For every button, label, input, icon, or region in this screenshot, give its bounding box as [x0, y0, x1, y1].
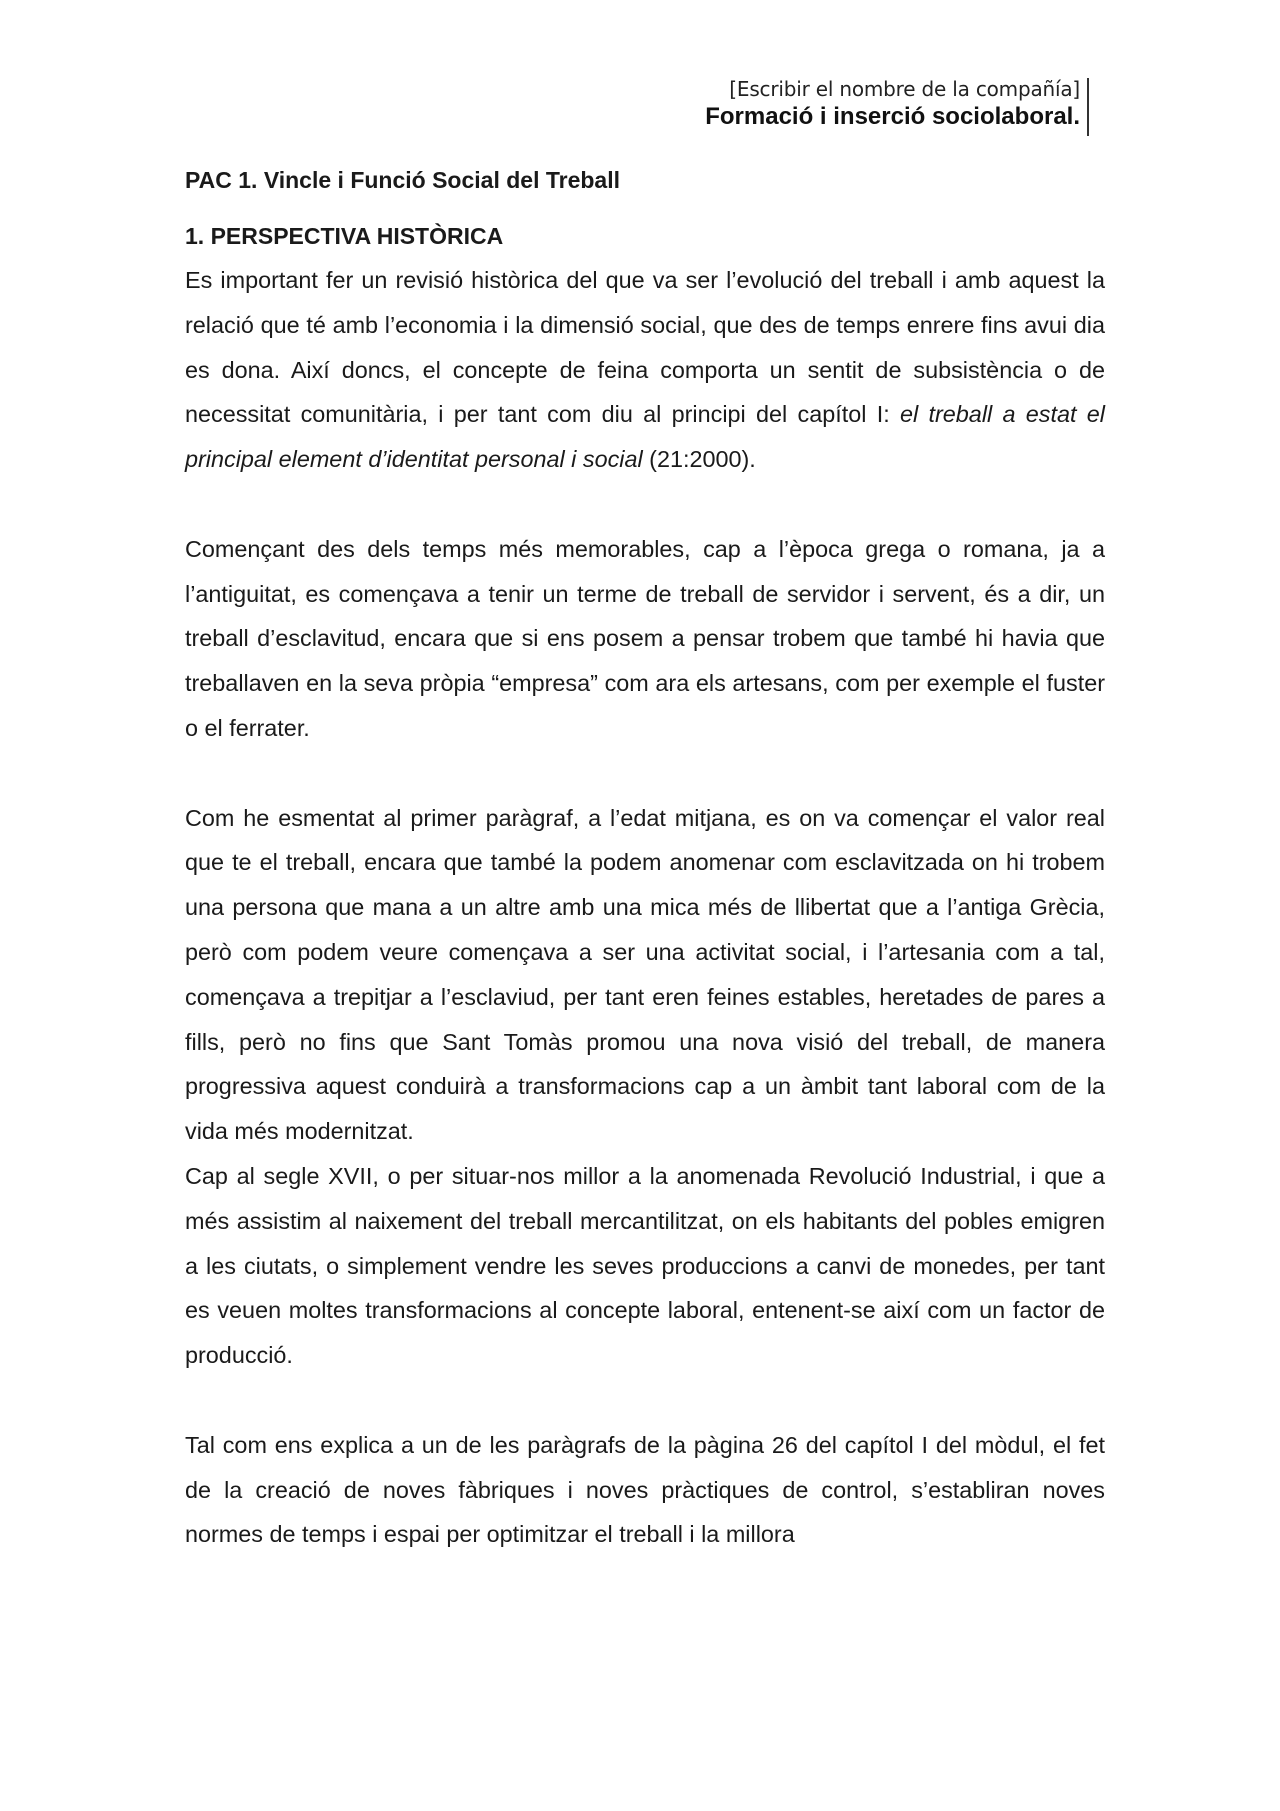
- paragraph-1: [185, 258, 1105, 482]
- document-body: [185, 162, 1105, 1557]
- document-title: PAC 1. Vincle i Funció Social del Treball: [185, 167, 621, 193]
- paragraph-1-start: Es important fer un revisió històrica del que va ser l’evolució del treball i amb aquest la relació que té amb l’economia i la dimensió social, que des de temps enrere fins avui dia es dona. Així doncs, el concepte de feina comporta un sentit de subsistència o de necessitat comunitària, i per tant com diu al principi del capítol I:: [185, 267, 1105, 428]
- company-name-placeholder: [Escribir el nombre de la compañía]: [729, 77, 1080, 101]
- header-divider: [1087, 78, 1089, 136]
- section-heading: 1. PERSPECTIVA HISTÒRICA: [185, 223, 504, 249]
- paragraph-2: Començant des dels temps més memorables, cap a l’època grega o romana, ja a l’antiguitat, es començava a tenir un terme de treball de servidor i servent, és a dir, un treball d’esclavitud, encara que si ens posem a pensar trobem que també hi havia que treballaven en la seva pròpia “empresa” com ara els artesans, com per exemple el fuster o el ferrater.: [185, 535, 1105, 741]
- paragraph-gap: [185, 1378, 1105, 1423]
- paragraph-1-quote: el treball a estat el principal element d’identitat personal i social: [185, 401, 1105, 473]
- paragraph-gap: [185, 482, 1105, 527]
- paragraph-1-end: (21:2000).: [642, 446, 756, 473]
- paragraph-gap: [185, 751, 1105, 796]
- course-title: Formació i inserció sociolaboral.: [705, 103, 1080, 130]
- paragraph-3: Com he esmentat al primer paràgraf, a l’edat mitjana, es on va començar el valor real que te el treball, encara que també la podem anomenar com esclavitzada on hi trobem una persona que mana a un altre amb una mica més de llibertat que a l’antiga Grècia, però com podem veure començava a ser una activitat social, i l’artesania com a tal, començava a trepitjar a l’esclaviud, per tant eren feines estables, heretades de pares a fills, però no fins que Sant Tomàs promou una nova visió del treball, de manera progressiva aquest conduirà a transformacions cap a un àmbit tant laboral com de la vida més modernitzat.: [185, 804, 1105, 1145]
- page-header: [705, 76, 1080, 132]
- paragraph-5: Tal com ens explica a un de les paràgrafs de la pàgina 26 del capítol I del mòdul, el fet de la creació de noves fàbriques i noves pràctiques de control, s’establiran noves normes de temps i espai per optimitzar el treball i la millora: [185, 1431, 1105, 1548]
- paragraph-4: Cap al segle XVII, o per situar-nos millor a la anomenada Revolució Industrial, i que a més assistim al naixement del treball mercantilitzat, on els habitants del pobles emigren a les ciutats, o simplement vendre les seves produccions a canvi de monedes, per tant es veuen moltes transformacions al concepte laboral, entenent-se així com un factor de producció.: [185, 1162, 1105, 1369]
